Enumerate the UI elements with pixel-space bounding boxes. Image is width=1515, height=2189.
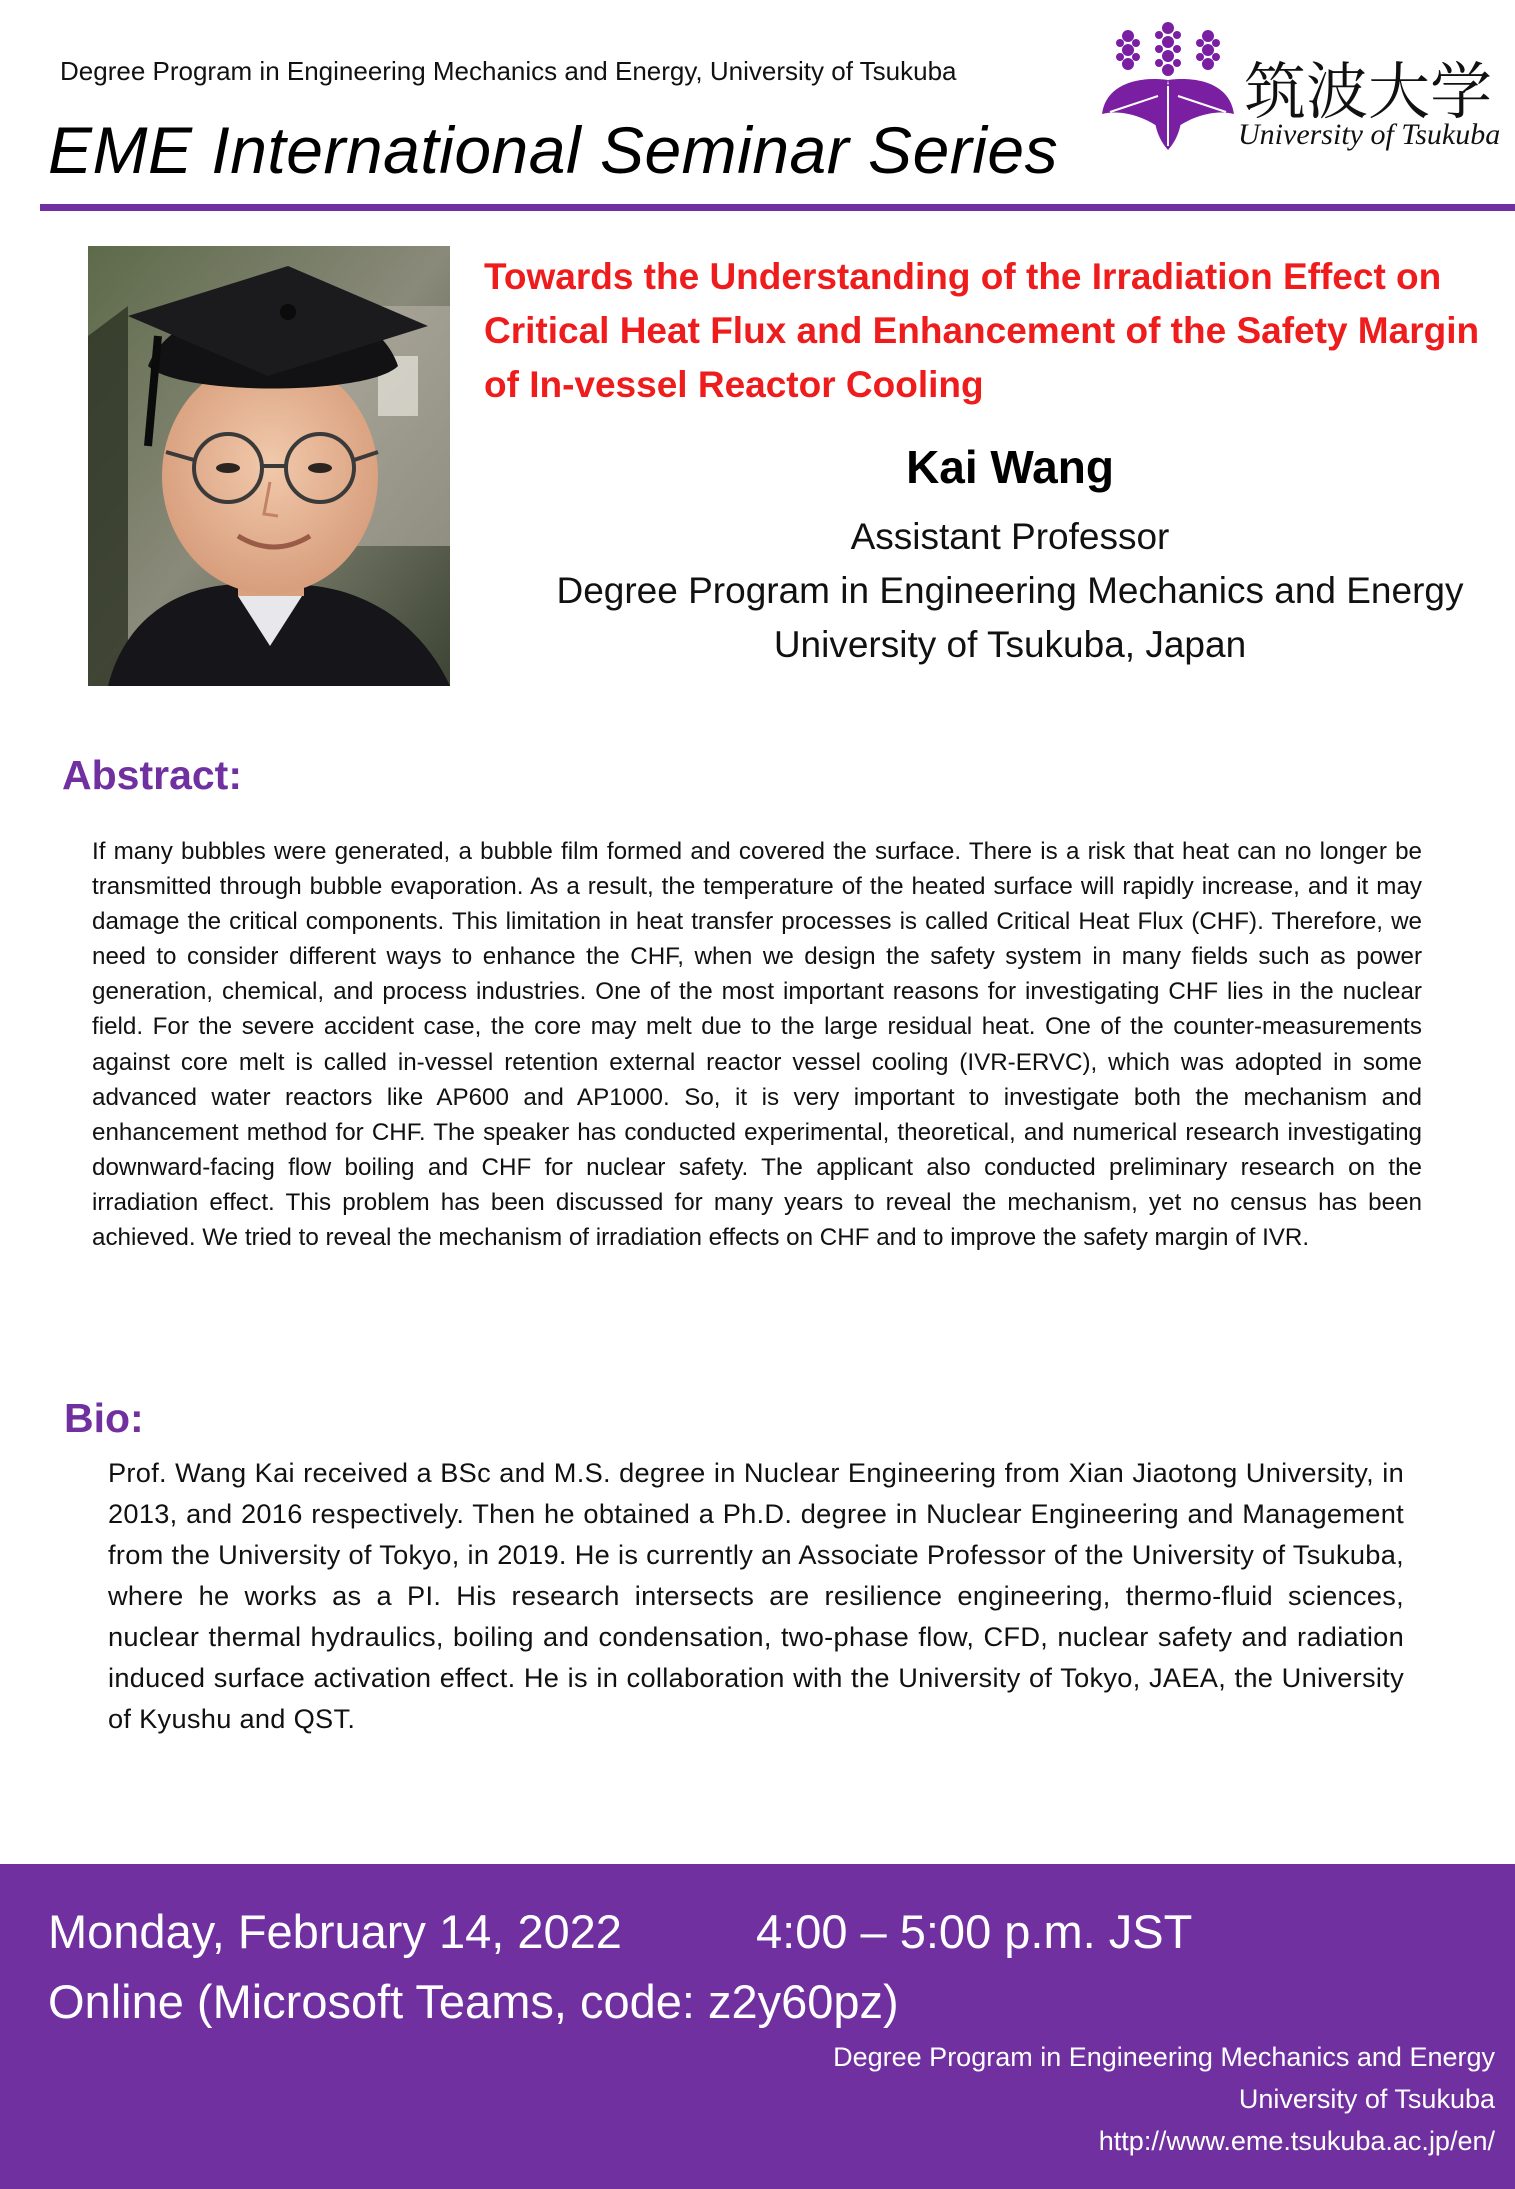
logo-kanji: 筑波大学 [1244,55,1493,128]
event-date: Monday, February 14, 2022 [48,1905,622,1958]
bio-body: Prof. Wang Kai received a BSc and M.S. degree in Nuclear Engineering from Xian Jiaotong University, in 2013, and 2016 respectively. Then he obtained a Ph.D. degree in Nuclear Engineering and Management from the University of Tokyo, in 2019. He is currently an Associate Professor of the University of Tsukuba, where he works as a PI. His research intersects are resilience engineering, thermo-fluid sciences, nuclear thermal hydraulics, boiling and condensation, two-phase flow, CFD, nuclear safety and radiation induced surface activation effect. He is in collaboration with the University of Tokyo, JAEA, the University of Kyushu and QST. [108,1457,1404,1734]
event-venue: Online (Microsoft Teams, code: z2y60pz) [48,1975,899,2028]
speaker-university: University of Tsukuba, Japan [773,624,1247,665]
talk-title: Towards the Understanding of the Irradiation Effect on Critical Heat Flux and Enhancement of the Safety Margin of In-vessel Reactor Cooling [484,256,1480,405]
paulownia-crest-icon [1098,18,1238,158]
header-divider [40,204,1515,211]
footer-university: University of Tsukuba [1238,2084,1495,2114]
abstract-heading: Abstract: [62,752,242,798]
speaker-portrait [88,246,450,686]
speaker-role: Assistant Professor [850,516,1170,557]
university-logo [1098,14,1501,164]
speaker-department: Degree Program in Engineering Mechanics and Energy [556,570,1464,611]
abstract-body: If many bubbles were generated, a bubble film formed and covered the surface. There is a risk that heat can no longer be transmitted through bubble evaporation. As a result, the temperature of the heated surface will rapidly increase, and it may damage the critical components. This limitation in heat transfer processes is called Critical Heat Flux (CHF). Therefore, we need to consider different ways to enhance the CHF, when we design the safety system in many fields such as power generation, chemical, and process industries. One of the most important reasons for investigating CHF lies in the nuclear field. For the severe accident case, the core may melt due to the large residual heat. One of the counter-measurements against core melt is called in-vessel retention external reactor vessel cooling (IVR-ERVC), which was adopted in some advanced water reactors like AP600 and AP1000. So, it is very important to investigate both the mechanism and enhancement method for CHF. The speaker has conducted experimental, theoretical, and numerical research investigating downward-facing flow boiling and CHF for nuclear safety. The applicant also conducted preliminary research on the irradiation effect. This problem has been discussed for many years to reveal the mechanism, yet no census has been achieved. We tried to reveal the mechanism of irradiation effects on CHF and to improve the safety margin of IVR. [92,838,1422,1252]
program-header-text: Degree Program in Engineering Mechanics and Energy, University of Tsukuba [60,56,957,86]
footer-program: Degree Program in Engineering Mechanics and Energy [833,2042,1495,2072]
series-title: EME International Seminar Series [48,113,1059,187]
bio-heading: Bio: [64,1395,144,1441]
logo-english-name: University of Tsukuba [1238,118,1501,151]
event-time: 4:00 – 5:00 p.m. JST [756,1905,1193,1958]
footer-url-link[interactable]: http://www.eme.tsukuba.ac.jp/en/ [1098,2126,1495,2156]
speaker-name: Kai Wang [906,441,1114,493]
